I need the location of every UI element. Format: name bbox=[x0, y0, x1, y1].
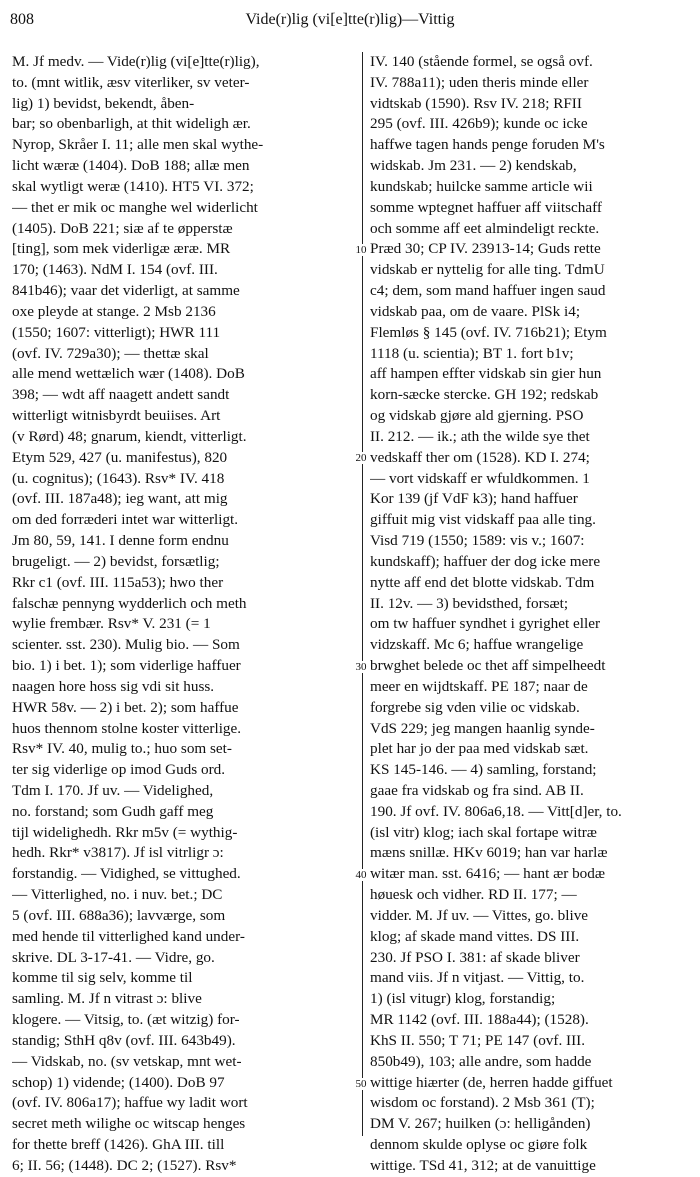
text-line: vidskab paa, om de vaare. PlSk i4; bbox=[370, 302, 581, 320]
text-line: 398; — wdt aff naagett andett sandt bbox=[12, 386, 230, 404]
text-line: vidder. M. Jf uv. — Vittes, go. blive bbox=[370, 906, 589, 924]
text-line: DM V. 267; huilken (ɔ: helligånden) bbox=[370, 1115, 591, 1133]
text-line: 841b46); vaar det viderligt, at samme bbox=[12, 282, 240, 300]
text-line: IV. 788a11); uden theris minde eller bbox=[370, 73, 589, 91]
text-line: klog; af skade mand vittes. DS III. bbox=[370, 927, 580, 945]
text-line: (isl vitr) klog; iach skal fortape witræ bbox=[370, 823, 597, 841]
text-line: om tw haffuer syndhet i gyrighet eller bbox=[370, 615, 600, 633]
text-line: 170; (1463). NdM I. 154 (ovf. III. bbox=[12, 261, 218, 279]
text-line: vedskaff ther om (1528). KD I. 274; bbox=[370, 448, 590, 466]
running-head: Vide(r)lig (vi[e]tte(r)lig)—Vittig bbox=[245, 11, 455, 28]
text-line: haffwe tagen hands penge foruden M's bbox=[370, 136, 605, 154]
text-line: — thet er mik oc manghe wel widerlicht bbox=[12, 198, 258, 216]
text-line: Præd 30; CP IV. 23913-14; Guds rette bbox=[370, 240, 601, 258]
text-line: skrive. DL 3-17-41. — Vidre, go. bbox=[12, 948, 215, 966]
text-line: Rkr c1 (ovf. III. 115a53); hwo ther bbox=[12, 573, 224, 591]
text-line: MR 1142 (ovf. III. 188a44); (1528). bbox=[370, 1011, 589, 1029]
text-line: aff hampen effter vidskab sin gier hun bbox=[370, 365, 602, 383]
text-line: somme wptegnet haffuer aff viitschaff bbox=[370, 198, 602, 216]
page-header bbox=[10, 8, 690, 32]
text-line: Etym 529, 427 (u. manifestus), 820 bbox=[12, 448, 228, 466]
text-line: schop) 1) vidende; (1400). DoB 97 bbox=[12, 1073, 225, 1091]
text-line: forstandig. — Vidighed, se vittughed. bbox=[12, 865, 241, 883]
text-line: gaae fra vidskab og fra sind. AB II. bbox=[370, 781, 584, 799]
text-line: Kor 139 (jf VdF k3); hand haffuer bbox=[370, 490, 578, 508]
text-line: (u. cognitus); (1643). Rsv* IV. 418 bbox=[12, 469, 225, 487]
text-line: brwghet belede oc thet aff simpelheedt bbox=[370, 657, 606, 675]
text-line: no. forstand; som Gudh gaff meg bbox=[12, 802, 214, 820]
text-line: II. 12v. — 3) bevidsthed, forsæt; bbox=[370, 594, 569, 612]
text-line: brugeligt. — 2) bevidst, forsætlig; bbox=[12, 552, 220, 570]
text-line: 1) (isl vitugr) klog, forstandig; bbox=[370, 990, 556, 1008]
text-line: 1118 (u. scientia); BT 1. fort b1v; bbox=[370, 344, 574, 362]
text-line: witterligt witnisbyrdt beuiises. Art bbox=[12, 407, 221, 425]
text-line: lig) 1) bevidst, bekendt, åben- bbox=[12, 94, 195, 112]
text-line: tijl widelighedh. Rkr m5v (= wythig- bbox=[12, 823, 238, 841]
text-line: M. Jf medv. — Vide(r)lig (vi[e]tte(r)lig), bbox=[12, 53, 260, 70]
line-number: 40 bbox=[350, 869, 372, 881]
text-line: wylie frembær. Rsv* V. 231 (= 1 bbox=[12, 615, 211, 633]
text-line: falschæ pennyng wydderlich och meth bbox=[12, 594, 247, 612]
text-line: [ting], som mek viderligæ æræ. MR bbox=[12, 240, 231, 258]
text-line: (ovf. III. 187a48); ieg want, att mig bbox=[12, 490, 228, 508]
text-line: II. 212. — ik.; ath the wilde sye thet bbox=[370, 427, 590, 445]
text-line: klogere. — Vitsig, to. (æt witzig) for- bbox=[12, 1011, 240, 1029]
text-line: och somme aff eet almindeligt reckte. bbox=[370, 219, 600, 237]
text-line: plet har jo der paa med vidskab sæt. bbox=[370, 740, 589, 758]
text-line: korn-sæcke stercke. GH 192; redskab bbox=[370, 386, 599, 404]
text-line: IV. 140 (stående formel, se også ovf. bbox=[370, 53, 593, 70]
text-line: Flemløs § 145 (ovf. IV. 716b21); Etym bbox=[370, 323, 607, 341]
line-number: 20 bbox=[350, 452, 372, 464]
text-line: 5 (ovf. III. 688a36); lavværge, som bbox=[12, 906, 226, 924]
text-line: Rsv* IV. 40, mulig to.; huo som set- bbox=[12, 740, 232, 758]
text-line: og vidskab gjøre ald gjerning. PSO bbox=[370, 407, 584, 425]
text-line: nytte aff end det blotte vidskab. Tdm bbox=[370, 573, 595, 591]
text-line: om ded forræderi intet war witterligt. bbox=[12, 511, 239, 529]
line-number: 30 bbox=[350, 661, 372, 673]
text-line: ter sig viderlige op imod Guds ord. bbox=[12, 761, 226, 779]
text-line: høuesk och vidher. RD II. 177; — bbox=[370, 886, 577, 904]
text-line: Jm 80, 59, 141. I denne form endnu bbox=[12, 532, 229, 550]
text-line: samling. M. Jf n vitrast ɔ: blive bbox=[12, 990, 202, 1008]
text-line: 850b49), 103; alle andre, som hadde bbox=[370, 1052, 592, 1070]
text-line: (1550; 1607: vitterligt); HWR 111 bbox=[12, 323, 221, 341]
text-line: huos thennom stolne koster vitterlige. bbox=[12, 719, 242, 737]
text-line: 230. Jf PSO I. 381: af skade bliver bbox=[370, 948, 580, 966]
text-line: c4; dem, som mand haffuer ingen saud bbox=[370, 282, 606, 300]
text-line: — vort vidskaff er wfuldkommen. 1 bbox=[370, 469, 590, 487]
text-line: HWR 58v. — 2) i bet. 2); som haffue bbox=[12, 698, 239, 716]
text-line: mæns snillæ. HKv 6019; han var harlæ bbox=[370, 844, 608, 862]
text-line: — Vidskab, no. (sv vetskap, mnt wet- bbox=[12, 1052, 242, 1070]
text-line: licht wæræ (1404). DoB 188; allæ men bbox=[12, 157, 250, 175]
text-line: vidskab er nyttelig for alle ting. TdmU bbox=[370, 261, 605, 279]
text-line: wisdom oc forstand). 2 Msb 361 (T); bbox=[370, 1094, 595, 1112]
text-line: (v Rørd) 48; gnarum, kiendt, vitterligt. bbox=[12, 427, 247, 445]
text-line: standig; SthH q8v (ovf. III. 643b49). bbox=[12, 1031, 236, 1049]
text-line: hedh. Rkr* v3817). Jf isl vitrligr ɔ: bbox=[12, 844, 224, 862]
text-line: to. (mnt witlik, æsv viterliker, sv veter- bbox=[12, 73, 250, 91]
text-line: bio. 1) i bet. 1); som viderlige haffuer bbox=[12, 657, 241, 675]
text-line: skal wytligt weræ (1410). HT5 VI. 372; bbox=[12, 177, 254, 195]
text-line: Nyrop, Skråer I. 11; alle men skal wythe- bbox=[12, 136, 264, 154]
text-line: for thette breff (1426). GhA III. till bbox=[12, 1136, 225, 1154]
text-line: Visd 719 (1550; 1589: vis v.; 1607: bbox=[370, 532, 585, 550]
text-line: widskab. Jm 231. — 2) kendskab, bbox=[370, 157, 577, 175]
text-line: Tdm I. 170. Jf uv. — Videlighed, bbox=[12, 781, 214, 799]
text-line: giffuit mig vist vidskaff paa alle ting. bbox=[370, 511, 596, 529]
text-line: wittige. TSd 41, 312; at de vanuittige bbox=[370, 1156, 596, 1174]
text-line: komme til sig selv, komme til bbox=[12, 969, 193, 987]
text-line: forgrebe sig vden vilie oc vidskab. bbox=[370, 698, 580, 716]
text-line: kundskab; huilcke samme article wii bbox=[370, 177, 593, 195]
column-divider bbox=[362, 52, 363, 1136]
text-line: vidtskab (1590). Rsv IV. 218; RFII bbox=[370, 94, 582, 112]
text-line: 190. Jf ovf. IV. 806a6,18. — Vitt[d]er, to. bbox=[370, 802, 622, 820]
left-column bbox=[12, 52, 346, 1174]
text-line: naagen hore hoss sig vdi sit huss. bbox=[12, 677, 215, 695]
text-line: (ovf. IV. 729a30); — thettæ skal bbox=[12, 344, 209, 362]
line-number: 50 bbox=[350, 1078, 372, 1090]
text-line: (ovf. IV. 806a17); haffue wy ladit wort bbox=[12, 1094, 248, 1112]
text-line: med hende til vitterlighed kand under- bbox=[12, 927, 245, 945]
text-line: VdS 229; jeg mangen haanlig synde- bbox=[370, 719, 595, 737]
text-line: oxe pleyde at stange. 2 Msb 2136 bbox=[12, 302, 216, 320]
text-line: mand viis. Jf n vitjast. — Vittig, to. bbox=[370, 969, 585, 987]
text-line: (1405). DoB 221; siæ af te øpperstæ bbox=[12, 219, 233, 237]
text-line: KS 145-146. — 4) samling, forstand; bbox=[370, 761, 597, 779]
text-line: vidzskaff. Mc 6; haffue wrangelige bbox=[370, 636, 584, 654]
text-line: meer en wijdtskaff. PE 187; naar de bbox=[370, 677, 588, 695]
text-line: — Vitterlighed, no. i nuv. bet.; DC bbox=[12, 886, 223, 904]
text-line: 295 (ovf. III. 426b9); kunde oc icke bbox=[370, 115, 588, 133]
text-line: secret meth wilighe oc witscap henges bbox=[12, 1115, 246, 1133]
text-line: bar; so obenbarligh, at thit wideligh ær. bbox=[12, 115, 251, 133]
text-line: kundskaff); haffuer der dog icke mere bbox=[370, 552, 601, 570]
text-line: dennom skulde oplyse oc giøre folk bbox=[370, 1136, 588, 1154]
right-column bbox=[370, 52, 696, 1174]
text-line: scienter. sst. 230). Mulig bio. — Som bbox=[12, 636, 240, 654]
line-number: 10 bbox=[350, 244, 372, 256]
page-number: 808 bbox=[10, 11, 34, 28]
text-line: wittige hiærter (de, herren hadde giffuet bbox=[370, 1073, 613, 1091]
text-line: KhS II. 550; T 71; PE 147 (ovf. III. bbox=[370, 1031, 586, 1049]
text-line: witær man. sst. 6416; — hant ær bodæ bbox=[370, 865, 605, 883]
text-line: 6; II. 56; (1448). DC 2; (1527). Rsv* bbox=[12, 1156, 237, 1174]
text-line: alle mend wettælich wær (1408). DoB bbox=[12, 365, 245, 383]
